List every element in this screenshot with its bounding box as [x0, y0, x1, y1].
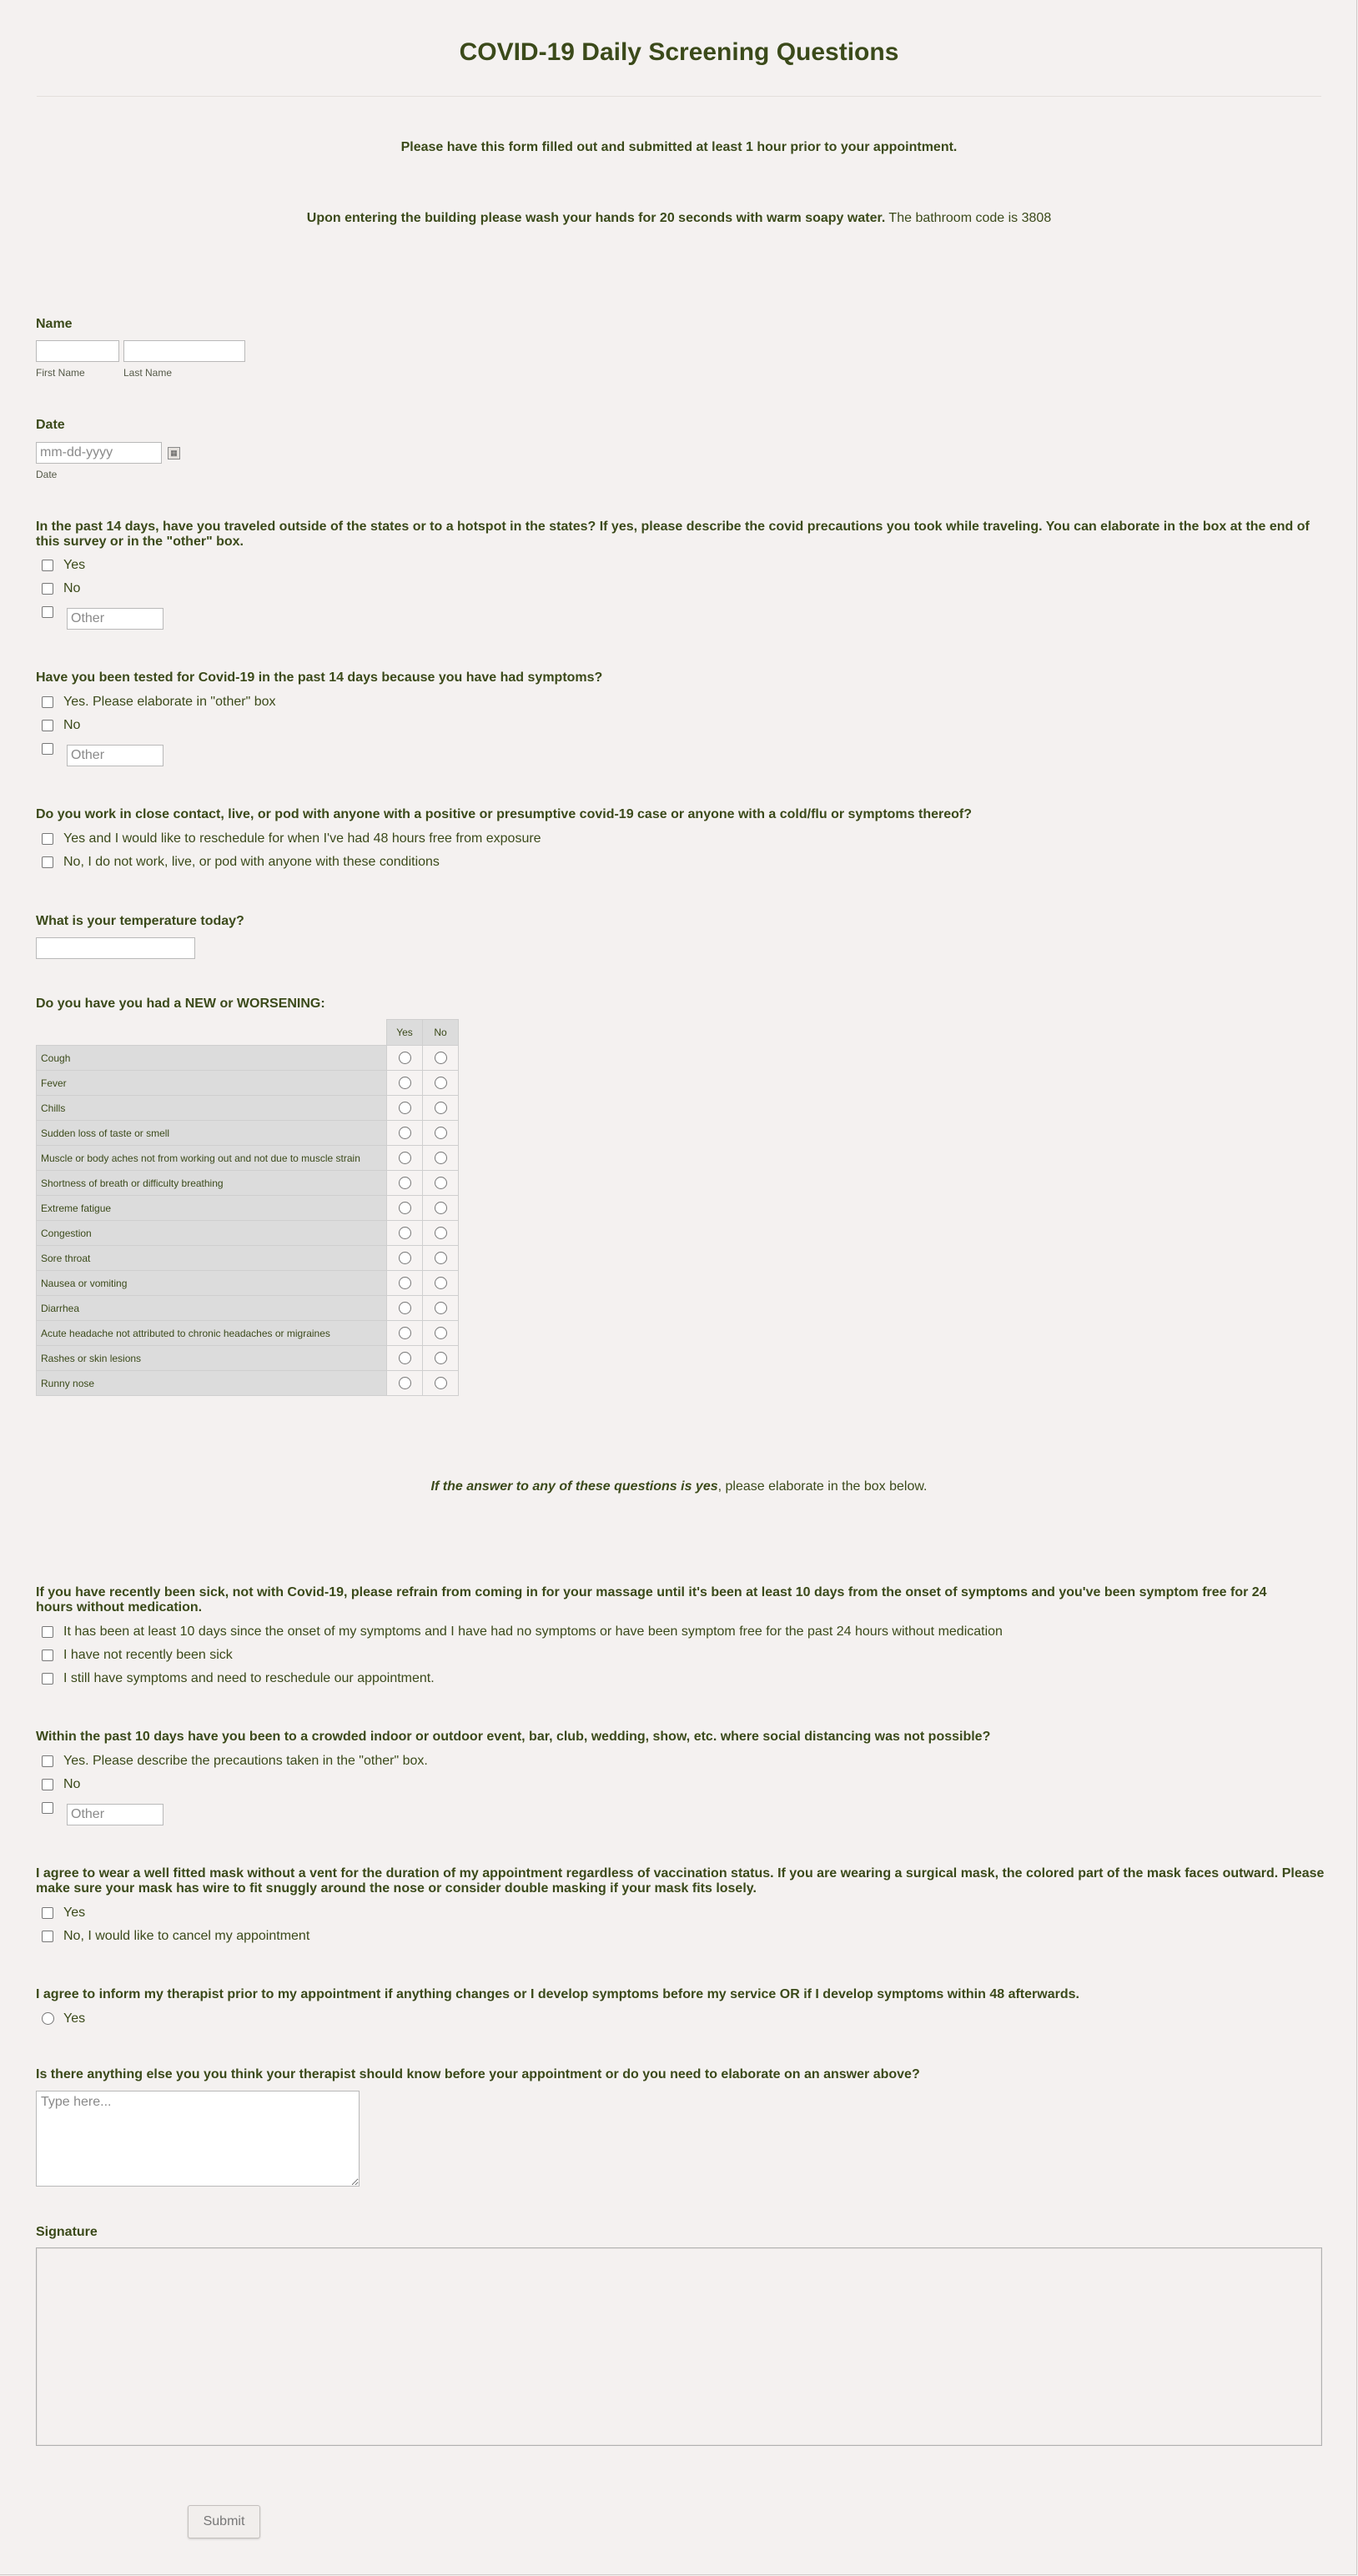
matrix-row [37, 1171, 459, 1196]
option-label: No [63, 718, 81, 732]
radio-no[interactable] [435, 1177, 447, 1189]
radio-no[interactable] [435, 1102, 447, 1114]
option-label: I have not recently been sick [63, 1648, 233, 1662]
signature-label: Signature [36, 2225, 98, 2239]
elaborate-notice-bold: If the answer to any of these questions is yes [430, 1479, 718, 1494]
radio-button[interactable] [42, 2012, 54, 2025]
submit-button[interactable]: Submit [188, 2505, 260, 2538]
matrix-row-label: Cough [37, 1046, 387, 1071]
radio-no[interactable] [435, 1152, 447, 1164]
mask-question: I agree to wear a well fitted mask without a vent for the duration of my appointment regardless of vaccination status. If you are wearing a surgical mask, the colored part of the mask faces outward. Please make sure your mask has wire to fit snuggly around the nose or consider double masking if your mask fits losely. [36, 1866, 1325, 1896]
radio-yes[interactable] [399, 1077, 411, 1089]
radio-yes[interactable] [399, 1302, 411, 1314]
option-label: No [63, 1777, 81, 1791]
matrix-cell-no[interactable] [423, 1121, 459, 1146]
checkbox[interactable] [42, 1626, 53, 1638]
checkbox[interactable] [42, 1802, 53, 1814]
matrix-cell-no[interactable] [423, 1321, 459, 1346]
matrix-cell-no[interactable] [423, 1046, 459, 1071]
matrix-cell-no[interactable] [423, 1221, 459, 1246]
checkbox[interactable] [42, 696, 53, 708]
matrix-row [37, 1096, 459, 1121]
matrix-cell-yes[interactable] [387, 1371, 423, 1396]
matrix-column-no: No [423, 1020, 459, 1046]
name-label: Name [36, 317, 73, 331]
radio-yes[interactable] [399, 1377, 411, 1389]
symptoms-question: Do you have you had a NEW or WORSENING: [36, 997, 325, 1011]
checkbox[interactable] [42, 856, 53, 868]
notice-handwashing [0, 211, 1358, 226]
matrix-row-label: Congestion [37, 1221, 387, 1246]
elaborate-question: Is there anything else you you think your therapist should know before your appointment or do you need to elaborate on an answer above? [36, 2067, 920, 2081]
matrix-cell-yes[interactable] [387, 1096, 423, 1121]
option-label: I still have symptoms and need to reschedule our appointment. [63, 1671, 435, 1685]
signature-pad[interactable] [36, 2247, 1322, 2446]
crowd-other-input[interactable] [67, 1804, 163, 1825]
matrix-cell-no[interactable] [423, 1196, 459, 1221]
matrix-row [37, 1121, 459, 1146]
option-label: No, I would like to cancel my appointment [63, 1929, 310, 1943]
matrix-cell-no[interactable] [423, 1146, 459, 1171]
matrix-cell-yes[interactable] [387, 1321, 423, 1346]
divider [37, 96, 1321, 97]
option-label: No [63, 581, 81, 595]
radio-yes[interactable] [399, 1202, 411, 1214]
matrix-row-label: Acute headache not attributed to chronic headaches or migraines [37, 1321, 387, 1346]
matrix-row [37, 1371, 459, 1396]
option-label: Yes [63, 2011, 86, 2026]
matrix-row-label: Rashes or skin lesions [37, 1346, 387, 1371]
matrix-cell-yes[interactable] [387, 1296, 423, 1321]
matrix-row [37, 1071, 459, 1096]
symptoms-matrix [36, 1019, 459, 1396]
checkbox[interactable] [42, 606, 53, 618]
date-input[interactable] [36, 442, 162, 464]
option-label: Yes. Please describe the precautions taken in the "other" box. [63, 1754, 428, 1768]
radio-yes[interactable] [399, 1277, 411, 1289]
matrix-cell-no[interactable] [423, 1246, 459, 1271]
matrix-cell-yes[interactable] [387, 1246, 423, 1271]
temperature-question: What is your temperature today? [36, 914, 244, 928]
matrix-cell-no[interactable] [423, 1346, 459, 1371]
matrix-cell-no[interactable] [423, 1371, 459, 1396]
radio-yes[interactable] [399, 1152, 411, 1164]
matrix-row-label: Shortness of breath or difficulty breathing [37, 1171, 387, 1196]
last-name-input[interactable] [123, 340, 245, 362]
calendar-icon[interactable]: ▦ [168, 447, 180, 459]
radio-yes[interactable] [399, 1052, 411, 1064]
travel-question: In the past 14 days, have you traveled outside of the states or to a hotspot in the states? If yes, please describe the covid precautions you took while traveling. You can elaborate in the box at the end of this survey or in the "other" box. [36, 520, 1310, 549]
matrix-row [37, 1196, 459, 1221]
matrix-row-label: Sudden loss of taste or smell [37, 1121, 387, 1146]
matrix-cell-yes[interactable] [387, 1271, 423, 1296]
matrix-cell-no[interactable] [423, 1071, 459, 1096]
matrix-row-label: Sore throat [37, 1246, 387, 1271]
radio-no[interactable] [435, 1202, 447, 1214]
radio-no[interactable] [435, 1377, 447, 1389]
matrix-cell-yes[interactable] [387, 1346, 423, 1371]
option-label: Yes [63, 558, 86, 572]
matrix-row [37, 1146, 459, 1171]
matrix-cell-yes[interactable] [387, 1171, 423, 1196]
radio-yes[interactable] [399, 1327, 411, 1339]
elaborate-notice [0, 1479, 1358, 1494]
first-name-sublabel: First Name [36, 367, 85, 379]
matrix-cell-yes[interactable] [387, 1196, 423, 1221]
matrix-row-label: Runny nose [37, 1371, 387, 1396]
matrix-row [37, 1346, 459, 1371]
matrix-row-label: Fever [37, 1071, 387, 1096]
tested-question: Have you been tested for Covid-19 in the past 14 days because you have had symptoms? [36, 670, 603, 685]
radio-no[interactable] [435, 1327, 447, 1339]
date-label: Date [36, 418, 65, 432]
page-title: COVID-19 Daily Screening Questions [459, 38, 899, 66]
checkbox[interactable] [42, 720, 53, 731]
matrix-row [37, 1296, 459, 1321]
radio-no[interactable] [435, 1302, 447, 1314]
matrix-cell-yes[interactable] [387, 1121, 423, 1146]
matrix-column-yes: Yes [387, 1020, 423, 1046]
matrix-cell-yes[interactable] [387, 1221, 423, 1246]
travel-other-input[interactable] [67, 608, 163, 630]
checkbox[interactable] [42, 1779, 53, 1790]
option-label: It has been at least 10 days since the onset of my symptoms and I have had no symptoms or have been symptom free for the past 24 hours without medication [63, 1624, 1003, 1639]
option-label: Yes. Please elaborate in "other" box [63, 695, 276, 709]
matrix-row-label: Chills [37, 1096, 387, 1121]
radio-no[interactable] [435, 1127, 447, 1139]
crowd-question: Within the past 10 days have you been to a crowded indoor or outdoor event, bar, club, wedding, show, etc. where social distancing was not possible? [36, 1730, 991, 1744]
notice-bathroom-code: The bathroom code is 3808 [885, 211, 1052, 225]
matrix-row [37, 1221, 459, 1246]
radio-yes[interactable] [399, 1227, 411, 1239]
checkbox[interactable] [42, 1673, 53, 1685]
notice-submit-time-text: Please have this form filled out and submitted at least 1 hour prior to your appointment. [400, 140, 958, 154]
option-label: Yes and I would like to reschedule for when I've had 48 hours free from exposure [63, 831, 541, 846]
matrix-row-label: Diarrhea [37, 1296, 387, 1321]
radio-no[interactable] [435, 1227, 447, 1239]
matrix-row-label: Muscle or body aches not from working out and not due to muscle strain [37, 1146, 387, 1171]
date-sublabel: Date [36, 469, 58, 480]
elaborate-notice-rest: , please elaborate in the box below. [717, 1479, 928, 1494]
checkbox[interactable] [42, 1931, 53, 1942]
matrix-cell-no[interactable] [423, 1296, 459, 1321]
radio-yes[interactable] [399, 1177, 411, 1189]
notice-submit-time [0, 140, 1358, 155]
matrix-row [37, 1046, 459, 1071]
radio-no[interactable] [435, 1252, 447, 1264]
option-label: Yes [63, 1906, 86, 1920]
radio-yes[interactable] [399, 1352, 411, 1364]
matrix-corner [37, 1020, 387, 1046]
matrix-row [37, 1271, 459, 1296]
radio-yes[interactable] [399, 1102, 411, 1114]
option-label: No, I do not work, live, or pod with anyone with these conditions [63, 855, 440, 869]
matrix-cell-yes[interactable] [387, 1046, 423, 1071]
checkbox[interactable] [42, 743, 53, 755]
checkbox[interactable] [42, 1650, 53, 1661]
contact-question: Do you work in close contact, live, or pod with anyone with a positive or presumptive covid-19 case or anyone with a cold/flu or symptoms thereof? [36, 807, 972, 821]
radio-no[interactable] [435, 1277, 447, 1289]
radio-yes[interactable] [399, 1252, 411, 1264]
checkbox[interactable] [42, 1755, 53, 1767]
inform-question: I agree to inform my therapist prior to my appointment if anything changes or I develop symptoms before my service OR if I develop symptoms within 48 afterwards. [36, 1987, 1079, 2001]
sick-question: If you have recently been sick, not with Covid-19, please refrain from coming in for your massage until it's been at least 10 days from the onset of symptoms and you've been symptom free for 24 hours without medication. [36, 1585, 1267, 1614]
notice-handwashing-bold: Upon entering the building please wash your hands for 20 seconds with warm soapy water. [306, 211, 886, 225]
checkbox[interactable] [42, 833, 53, 845]
radio-no[interactable] [435, 1077, 447, 1089]
radio-no[interactable] [435, 1052, 447, 1064]
last-name-sublabel: Last Name [123, 367, 173, 379]
tested-other-input[interactable] [67, 745, 163, 766]
temperature-input[interactable] [36, 937, 195, 959]
matrix-cell-yes[interactable] [387, 1146, 423, 1171]
matrix-cell-no[interactable] [423, 1096, 459, 1121]
matrix-row [37, 1321, 459, 1346]
radio-no[interactable] [435, 1352, 447, 1364]
matrix-cell-no[interactable] [423, 1271, 459, 1296]
matrix-cell-yes[interactable] [387, 1071, 423, 1096]
matrix-row-label: Extreme fatigue [37, 1196, 387, 1221]
elaborate-textarea[interactable] [36, 2091, 360, 2187]
matrix-row [37, 1246, 459, 1271]
first-name-input[interactable] [36, 340, 119, 362]
radio-yes[interactable] [399, 1127, 411, 1139]
checkbox[interactable] [42, 560, 53, 571]
matrix-cell-no[interactable] [423, 1171, 459, 1196]
checkbox[interactable] [42, 583, 53, 595]
matrix-row-label: Nausea or vomiting [37, 1271, 387, 1296]
checkbox[interactable] [42, 1907, 53, 1919]
